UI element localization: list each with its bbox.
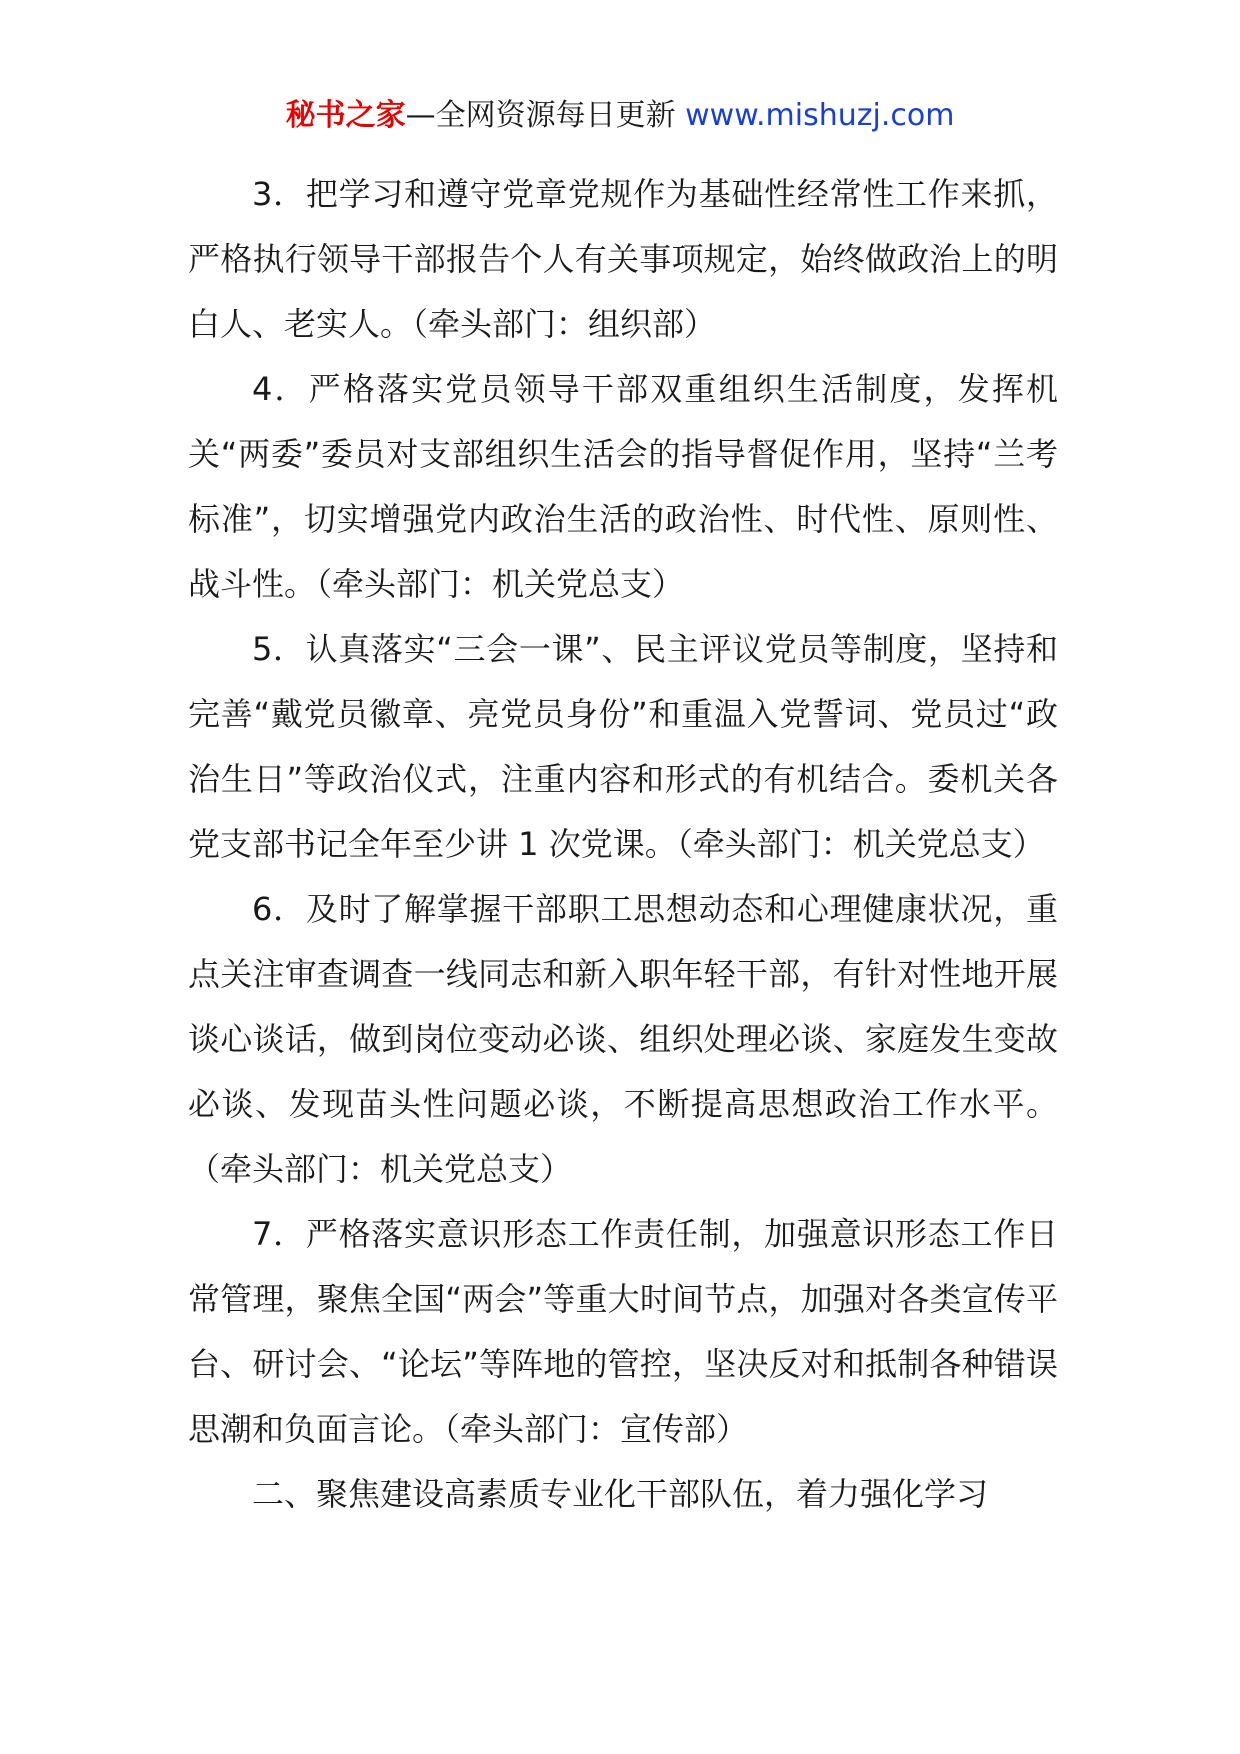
paragraph-item-4: 4．严格落实党员领导干部双重组织生活制度，发挥机关“两委”委员对支部组织生活会的指导督促作用，坚持“兰考标准”，切实增强党内政治生活的政治性、时代性、原则性、战斗性。（牵头部门：机关党总支） bbox=[188, 370, 1058, 603]
header-slogan: —全网资源每日更新 bbox=[405, 98, 676, 133]
site-url-link[interactable]: www.mishuzj.com bbox=[685, 98, 955, 133]
paragraph-item-7: 7．严格落实意识形态工作责任制，加强意识形态工作日常管理，聚焦全国“两会”等重大时间节点，加强对各类宣传平台、研讨会、“论坛”等阵地的管控，坚决反对和抵制各种错误思潮和负面言论。（牵头部门：宣传部） bbox=[188, 1215, 1058, 1448]
brand-name: 秘书之家 bbox=[285, 98, 406, 133]
document-body bbox=[188, 162, 1058, 1527]
site-header bbox=[0, 96, 1240, 136]
section-heading: 二、聚焦建设高素质专业化干部队伍，着力强化学习 bbox=[252, 1475, 989, 1513]
paragraph-item-3: 3．把学习和遵守党章党规作为基础性经常性工作来抓，严格执行领导干部报告个人有关事项规定，始终做政治上的明白人、老实人。（牵头部门：组织部） bbox=[188, 175, 1058, 343]
paragraph-item-5: 5．认真落实“三会一课”、民主评议党员等制度，坚持和完善“戴党员徽章、亮党员身份”和重温入党誓词、党员过“政治生日”等政治仪式，注重内容和形式的有机结合。委机关各党支部书记全年至少讲 1 次党课。（牵头部门：机关党总支） bbox=[188, 630, 1058, 863]
paragraph-item-6: 6．及时了解掌握干部职工思想动态和心理健康状况，重点关注审查调查一线同志和新入职年轻干部，有针对性地开展谈心谈话，做到岗位变动必谈、组织处理必谈、家庭发生变故必谈、发现苗头性问题必谈，不断提高思想政治工作水平。（牵头部门：机关党总支） bbox=[188, 890, 1058, 1188]
